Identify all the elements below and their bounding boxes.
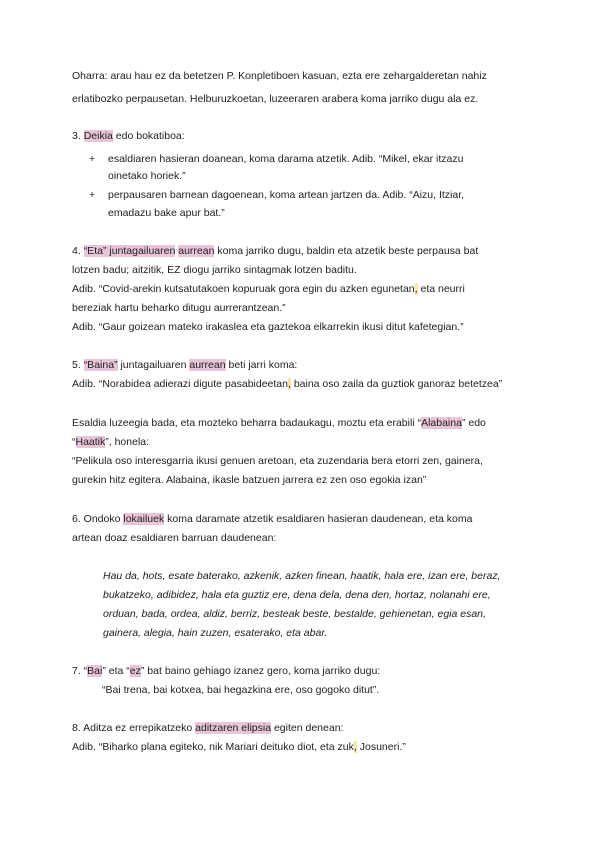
section-7-number: 7. “ (72, 665, 88, 677)
section-3-number: 3. (72, 130, 84, 142)
highlight-comma: , (353, 741, 357, 753)
section-4-example-1 (72, 283, 465, 296)
section-5-number: 5. (72, 359, 84, 371)
example-text: Adib. “Covid-arekin kutsatutakoen kopuruak gora egin du azken egunetan (72, 283, 415, 295)
paragraph-text: Esaldia luzeegia bada, eta mozteko beharra badaukagu, moztu eta erabili “ (72, 417, 422, 429)
highlight-aurrean: aurrean (178, 245, 215, 257)
section-6-line-2: artean doaz esaldiaren barruan daudenean: (72, 532, 277, 544)
section-4-number: 4. (72, 245, 84, 257)
paragraph-text: “ (72, 436, 76, 448)
example-text: Adib. “Biharko plana egiteko, nik Mariari deituko diot, eta zuk (72, 741, 354, 753)
section-3-heading (72, 130, 185, 143)
section-4-example-2: Adib. “Gaur goizean mateko irakaslea eta gaztekoa elkarrekin ikusi ditut kafetegian.” (72, 321, 464, 333)
section-8-number: 8. Aditza ez errepikatzeko (72, 722, 196, 734)
section-5-heading-text: juntagailuaren (117, 359, 190, 371)
connector-list-line-2: bukatzeko, adibidez, hala eta guztiz ere, dena dela, dena den, hortaz, nolanahi ere, (103, 589, 491, 601)
bullet-marker: + (89, 189, 96, 201)
section-8-heading-text: egiten denean: (271, 722, 344, 734)
highlight-aditzaren-elipsia: aditzaren elipsia (195, 722, 272, 734)
highlight-aurrean: aurrean (189, 359, 226, 371)
note-line-1: Oharra: arau hau ez da betetzen P. Konpletiboen kasuan, ezta ere zehargalderetan nahiz (72, 70, 487, 82)
paragraph-text: ” edo (461, 417, 486, 429)
section-5-example (72, 378, 502, 391)
highlight-comma: , (414, 283, 418, 295)
section-4-heading-text: koma jarriko dugu, baldin eta atzetik beste perpausa bat (214, 245, 479, 257)
highlight-bai: Bai (87, 665, 103, 677)
section-6-number: 6. Ondoko (72, 513, 124, 525)
section-7-heading-text: ” eta “ (102, 665, 130, 677)
paragraph-text: ”, honela: (105, 436, 150, 448)
section-6-heading-text: koma daramate atzetik esaldiaren hasieran daudenean, eta koma (164, 513, 473, 525)
section-6-heading (72, 513, 472, 526)
connector-list-line-3: orduan, bada, ordea, aldiz, berriz, besteak beste, bestalde, gehienetan, egia esan, (103, 608, 486, 620)
section-8-example (72, 741, 406, 754)
example-text: Josuneri.” (356, 741, 406, 753)
section-7-heading-text: ” bat baino gehiago izanez gero, koma jarriko dugu: (140, 665, 381, 677)
section-4-example-1-line-2: bereziak hartu beharko ditugu aurrerantzean.” (72, 302, 286, 314)
highlight-alabaina: Alabaina (421, 417, 462, 429)
section-5-paragraph-line-1 (72, 417, 486, 430)
highlight-ez: ez (129, 665, 141, 677)
section-8-heading (72, 722, 343, 735)
highlight-baina: “Baina” (83, 359, 118, 371)
example-text: Adib. “Norabidea adierazi digute pasabideetan (72, 378, 288, 390)
bullet-marker: + (89, 153, 96, 165)
section-4-heading (72, 245, 478, 258)
highlight-lokailuek: lokailuek (123, 513, 165, 525)
bullet-2-line-1: perpausaren barnean dagoenean, koma artean jartzen da. Adib. “Aizu, Itziar, (108, 189, 465, 201)
note-line-2: erlatibozko perpausetan. Helburuzkoetan, luzeeraren arabera koma jarriko dugu ala ez. (72, 93, 479, 105)
section-7-example: “Bai trena, bai kotxea, bai hegazkina ere, oso gogoko ditut”. (102, 684, 380, 696)
section-5-heading (72, 359, 297, 372)
section-5-paragraph-line-2 (72, 436, 149, 449)
example-text: eta neurri (417, 283, 465, 295)
section-7-heading (72, 665, 380, 678)
bullet-2-line-2: emadazu bake apur bat.” (108, 207, 225, 219)
highlight-eta-juntagailua: “Eta” juntagailuaren (83, 245, 176, 257)
section-5-quote-line-2: gurekin hitz egitera. Alabaina, ikasle batzuen jarrera ez zen oso egokia izan” (72, 474, 427, 486)
bullet-1-line-1: esaldiaren hasieran doanean, koma darama atzetik. Adib. “Mikel, ekar itzazu (108, 153, 464, 165)
connector-list-line-4: gainera, alegia, hain zuzen, esaterako, eta abar. (103, 627, 328, 639)
example-text: baina oso zaila da guztiok ganoraz betetzea” (290, 378, 503, 390)
section-5-heading-text: beti jarri koma: (225, 359, 298, 371)
section-4-line-2: lotzen badu; aitzitik, EZ diogu jarriko sintagmak lotzen baditu. (72, 264, 357, 276)
section-3-heading-text: edo bokatiboa: (112, 130, 185, 142)
highlight-deikia: Deikia (83, 130, 113, 142)
section-5-quote-line-1: “Pelikula oso interesgarria ikusi genuen aretoan, eta zuzendaria bera etorri zen, gainera, (72, 455, 483, 467)
highlight-haatik: Haatik (75, 436, 106, 448)
bullet-1-line-2: oinetako horiek.” (108, 170, 186, 182)
highlight-comma: , (287, 378, 291, 390)
connector-list-line-1: Hau da, hots, esate baterako, azkenik, azken finean, haatik, hala ere, izan ere, beraz, (103, 570, 501, 582)
